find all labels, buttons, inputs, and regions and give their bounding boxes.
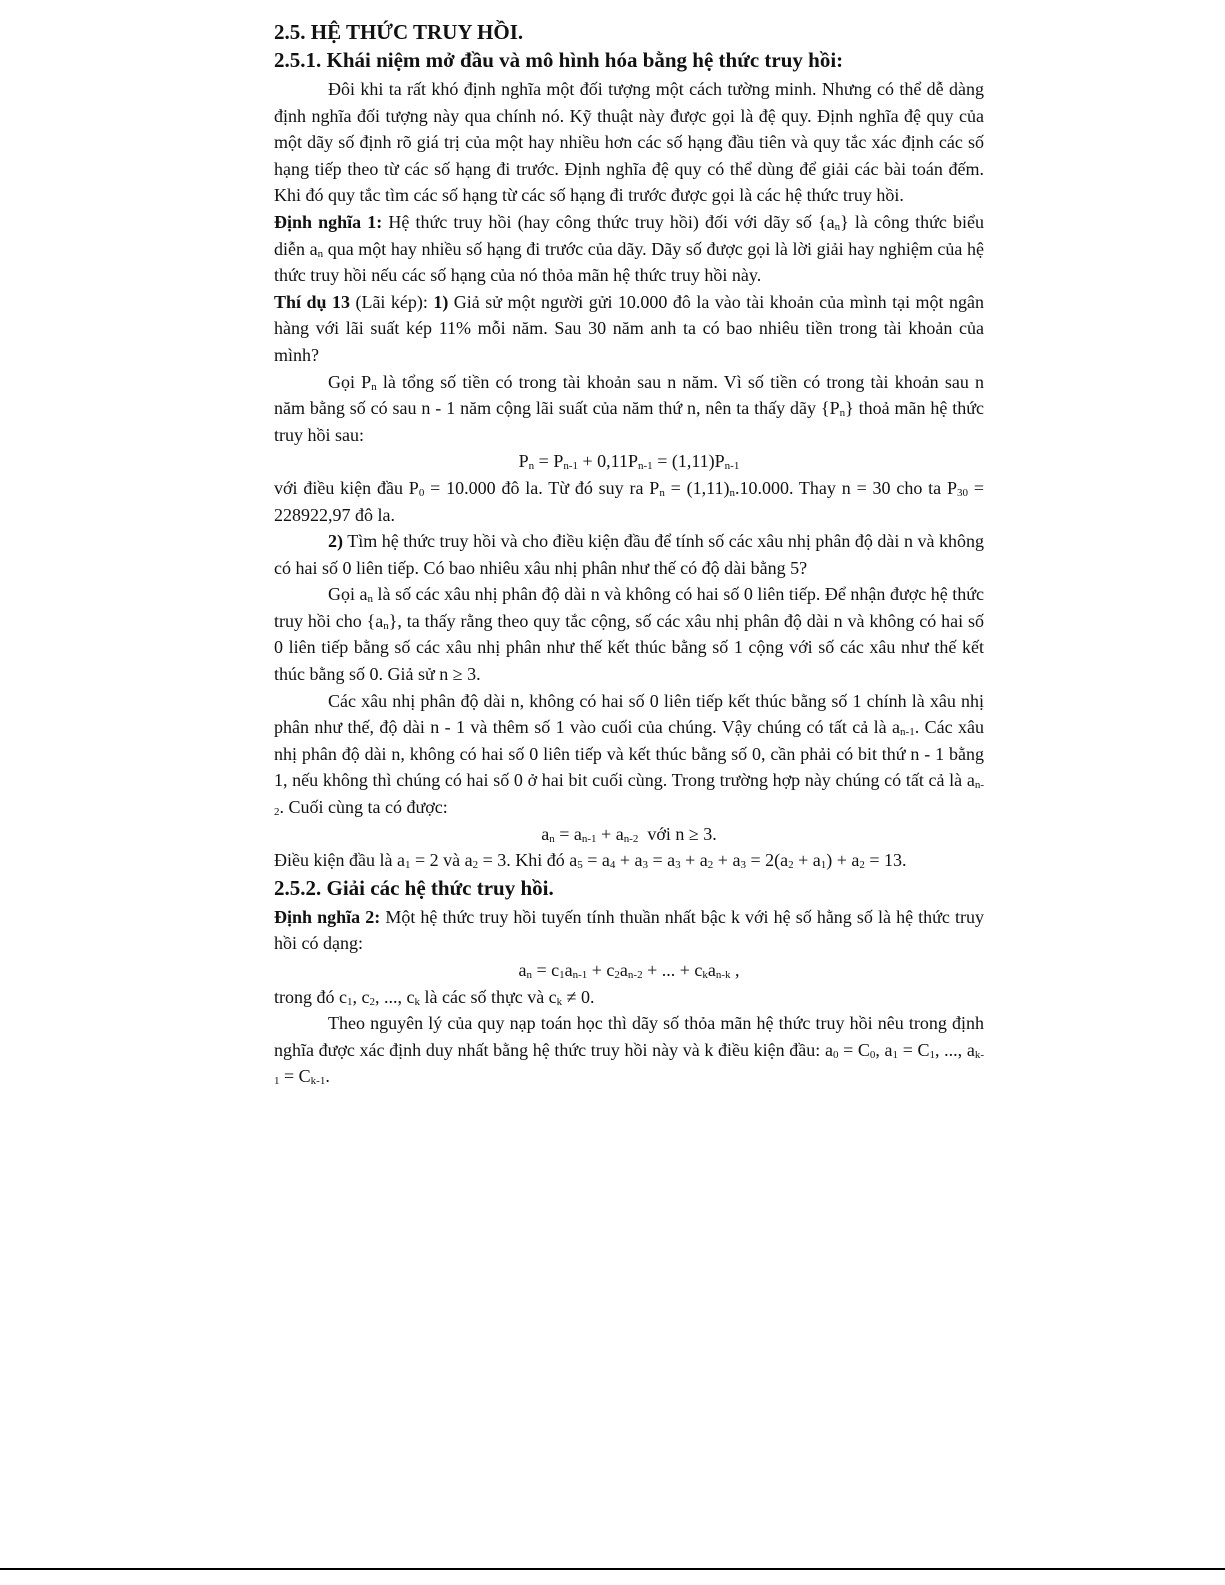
subsection-title-2: 2.5.2. Giải các hệ thức truy hồi. [274, 875, 554, 900]
page-bottom-divider [0, 1568, 1225, 1570]
binary-strings-paragraph: Gọi $a_n$ là số các xâu nhị phân độ dài n và không có hai số 0 liên tiếp. Để nhận được hệ thức truy hồi cho $\{a_n\}$, ta thấy rằng theo quy tắc cộng, số các xâu nhị phân độ dài n và không có hai số 0 liên tiếp bằng số các xâu nhị phân như thế kết thúc bằng số 1 cộng với số các xâu như thế kết thúc bằng số 0. Giả sử n ≥ 3. [274, 584, 984, 685]
induction-paragraph: Theo nguyên lý của quy nạp toán học thì dãy số thỏa mãn hệ thức truy hồi nêu trong định nghĩa được xác định duy nhất bằng hệ thức truy hồi này và k điều kiện đầu: $a_0 = C_0$, $a_1 = C_1$, ..., $a_{k-1} = C_{k-1}$. [274, 1013, 984, 1088]
equation-linear: $a_n = c_1a_{n-1} + c_2a_{n-2}$ + ... + $c_ka_{n-k}$ , [518, 960, 740, 981]
definition-1: Định nghĩa 1: Hệ thức truy hồi (hay công thức truy hồi) đối với dãy số $\{a_n\}$ là công thức biểu diễn $a_n$ qua một hay nhiều số hạng đi trước của dãy. Dãy số được gọi là lời giải hay nghiệm của hệ thức truy hồi nếu các số hạng của nó thỏa mãn hệ thức truy hồi này. [274, 211, 985, 286]
equation-interest: $P_n = P_{n-1} + 0,11P_{n-1} = (1,11)P_{n-1}$ [518, 451, 740, 473]
equation-fibonacci: $a_n = a_{n-1} + a_{n-2}$ với n ≥ 3. [541, 823, 717, 845]
definition-2-label: Định nghĩa 2: [274, 906, 381, 927]
example-13: Thí dụ 13 (Lãi kép): 1) Giả sử một người gửi 10.000 đô la vào tài khoản của mình tại một ngân hàng với lãi suất kép 11% mỗi năm. Sau 30 năm anh ta có bao nhiêu tiền trong tài khoản của mình? [274, 291, 984, 365]
definition-1-label: Định nghĩa 1: [274, 211, 383, 232]
initial-condition-strings: Điều kiện đầu là $a_1 = 2$ và $a_2 = 3$. Khi đó $a_5 = a_4 + a_3 = a_3 + a_2 + a_3 = 2(a_2 + a_1) + a_2 = 13$. [274, 850, 907, 872]
definition-2: Định nghĩa 2: Một hệ thức truy hồi tuyến tính thuần nhất bậc k với hệ số hằng số là hệ thức truy hồi có dạng: [274, 906, 984, 954]
intro-paragraph: Đôi khi ta rất khó định nghĩa một đối tượng một cách tường minh. Nhưng có thể dễ dàng định nghĩa đối tượng này qua chính nó. Kỹ thuật này được gọi là đệ quy. Định nghĩa đệ quy của một dãy số định rõ giá trị của một hay nhiều hơn các số hạng đầu tiên và quy tắc xác định các số hạng tiếp theo từ các số hạng đi trước. Định nghĩa đệ quy có thể dùng để giải các bài toán đếm. Khi đó quy tắc tìm các số hạng từ các số hạng đi trước được gọi là các hệ thức truy hồi. [274, 79, 984, 206]
example-part-2: 2) Tìm hệ thức truy hồi và cho điều kiện đầu để tính số các xâu nhị phân độ dài n và không có hai số 0 liên tiếp. Có bao nhiêu xâu nhị phân như thế có độ dài bằng 5? [274, 531, 984, 578]
document-page [274, 18, 984, 1090]
initial-condition-interest: với điều kiện đầu $P_0 = 10.000$ đô la. Từ đó suy ra $P_n = (1,11)_n.10.000$. Thay n = 30 cho ta $P_{30} = 228922,97$ đô la. [274, 477, 984, 525]
subsection-title-1: 2.5.1. Khái niệm mở đầu và mô hình hóa bằng hệ thức truy hồi: [274, 48, 844, 72]
compound-interest-explanation: Gọi $P_n$ là tổng số tiền có trong tài khoản sau n năm. Vì số tiền có trong tài khoản sau n năm bằng số có sau n - 1 năm cộng lãi suất của năm thứ n, nên ta thấy dãy $\{P_n\}$ thoả mãn hệ thức truy hồi sau: [274, 371, 984, 445]
coefficients-note: trong đó $c_1$, $c_2$, ..., $c_k$ là các số thực và $c_k \ne 0$. [274, 986, 595, 1008]
section-title: 2.5. HỆ THỨC TRUY HỒI. [274, 20, 524, 44]
binary-strings-analysis: Các xâu nhị phân độ dài n, không có hai số 0 liên tiếp kết thúc bằng số 1 chính là xâu nhị phân như thế, độ dài n - 1 và thêm số 1 vào cuối của chúng. Vậy chúng có tất cả là $a_{n-1}$. Các xâu nhị phân độ dài n, không có hai số 0 liên tiếp và kết thúc bằng số 0, cần phải có bit thứ n - 1 bằng 1, nếu không thì chúng có hai số 0 ở hai bit cuối cùng. Trong trường hợp này chúng có tất cả là $a_{n-2}$. Cuối cùng ta có được: [274, 690, 984, 819]
example-13-label: Thí dụ 13 [274, 291, 350, 312]
